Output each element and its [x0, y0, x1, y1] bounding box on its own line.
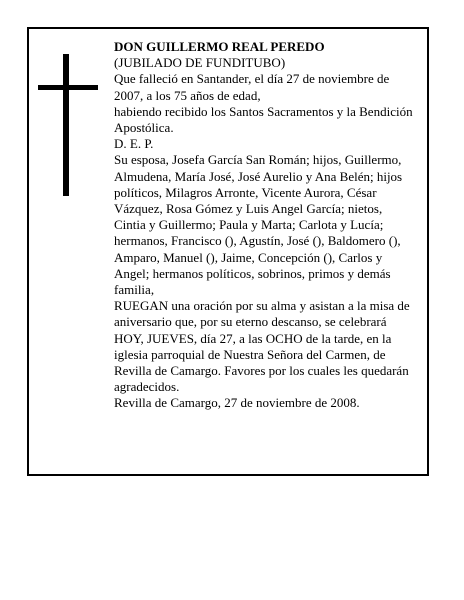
- sacraments-details: habiendo recibido los Santos Sacramentos y la Bendición Apostólica.: [114, 103, 413, 136]
- mass-announcement: [114, 298, 414, 395]
- rip-text: D. E. P.: [114, 136, 154, 152]
- family-list: Su esposa, Josefa García San Román; hijos, Guillermo, Almudena, María José, José Aurelio y Ana Belén; hijos políticos, Milagros Arronte, Vicente Aurora, César Vázquez, Rosa Gómez y Luis Angel García; nietos, Cintia y Guillermo; Paula y Marta; Carlota y Lucía; hermanos, Francisco (), Agustín, José (), Baldomero (), Amparo, Manuel (), Jaime, Concepción (), Carlos y Angel; hermanos políticos, sobrinos, primos y demás familia,: [114, 152, 403, 298]
- cross-vertical-bar: [63, 54, 69, 196]
- obituary-text: [114, 39, 414, 412]
- cross-icon: [38, 54, 98, 196]
- deceased-name: DON GUILLERMO REAL PEREDO: [114, 39, 325, 54]
- ruegan-word: RUEGAN: [114, 298, 169, 314]
- deceased-occupation: (JUBILADO DE FUNDITUBO): [114, 55, 286, 71]
- cross-horizontal-bar: [38, 85, 98, 90]
- death-details: Que falleció en Santander, el día 27 de noviembre de 2007, a los 75 años de edad,: [114, 71, 390, 103]
- place-and-date: Revilla de Camargo, 27 de noviembre de 2008.: [114, 395, 360, 411]
- mass-details: una oración por su alma y asistan a la misa de aniversario que, por su eterno descanso, se celebrará HOY, JUEVES, día 27, a las OCHO de la tarde, en la iglesia parroquial de Nuestra Señora del Carmen, de Revilla de Camargo. Favores por los cuales les quedarán agradecidos.: [114, 298, 410, 395]
